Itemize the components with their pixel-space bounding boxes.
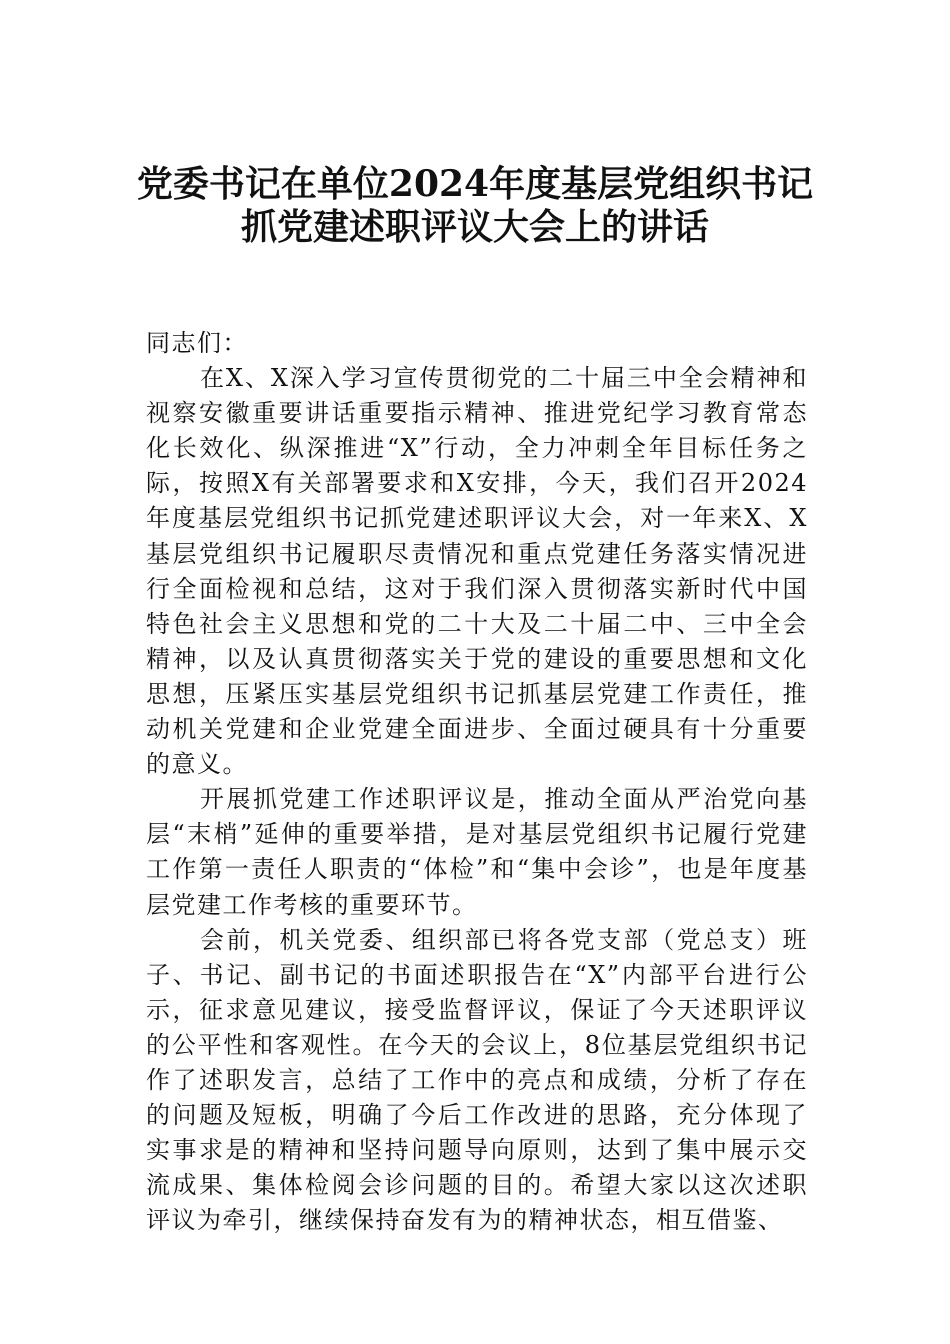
paragraph-1: 在X、X深入学习宣传贯彻党的二十届三中全会精神和视察安徽重要讲话重要指示精神、推进党纪学习教育常态化长效化、纵深推进“X”行动，全力冲刺全年目标任务之际，按照X有关部署要求和X安排，今天，我们召开2024年度基层党组织书记抓党建述职评议大会，对一年来X、X基层党组织书记履职尽责情况和重点党建任务落实情况进行全面检视和总结，这对于我们深入贯彻落实新时代中国特色社会主义思想和党的二十大及二十届二中、三中全会精神，以及认真贯彻落实关于党的建设的重要思想和文化思想，压紧压实基层党组织书记抓基层党建工作责任，推动机关党建和企业党建全面进步、全面过硬具有十分重要的意义。 [146, 364, 808, 779]
salutation: 同志们： [146, 329, 248, 357]
document-body [146, 326, 808, 1238]
document-title-line-2: 抓党建述职评议大会上的讲话 [240, 206, 709, 248]
paragraph-2: 开展抓党建工作述职评议是，推动全面从严治党向基层“末梢”延伸的重要举措，是对基层党组织书记履行党建工作第一责任人职责的“体检”和“集中会诊”，也是年度基层党建工作考核的重要环节。 [146, 785, 808, 919]
paragraph-3: 会前，机关党委、组织部已将各党支部（党总支）班子、书记、副书记的书面述职报告在“X”内部平台进行公示，征求意见建议，接受监督评议，保证了今天述职评议的公平性和客观性。在今天的会议上，8位基层党组织书记作了述职发言，总结了工作中的亮点和成绩，分析了存在的问题及短板，明确了今后工作改进的思路，充分体现了实事求是的精神和坚持问题导向原则，达到了集中展示交流成果、集体检阅会诊问题的目的。希望大家以这次述职评议为牵引，继续保持奋发有为的精神状态，相互借鉴、 [146, 925, 808, 1235]
document-title-line-1: 党委书记在单位2024年度基层党组织书记 [136, 163, 814, 205]
